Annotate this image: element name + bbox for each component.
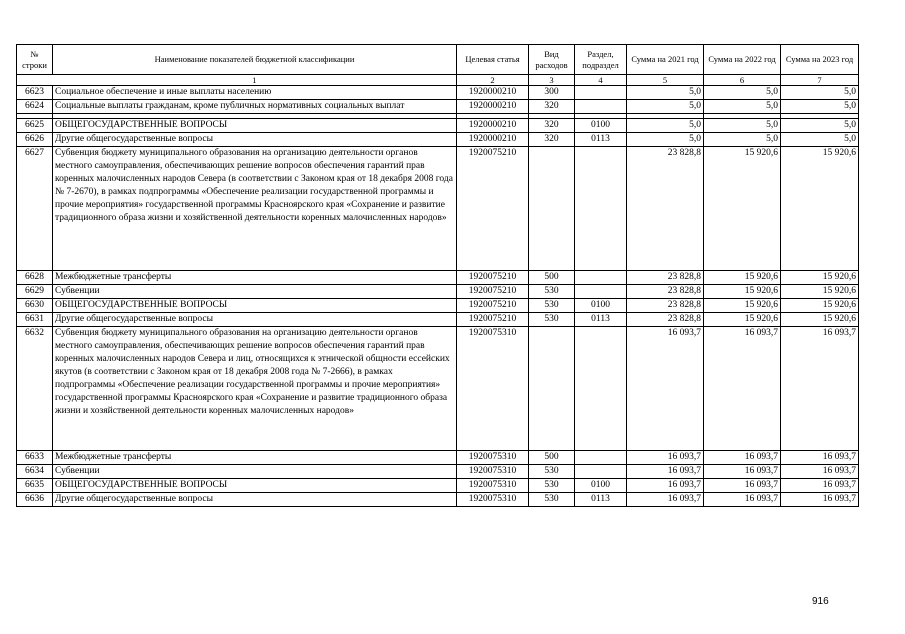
table-header-row: [17, 45, 859, 75]
row-expense-type: 530: [529, 285, 575, 299]
header-section: Раздел, подраздел: [575, 45, 627, 75]
col-number: 7: [781, 75, 859, 86]
row-sum-2022: 5,0: [704, 100, 781, 114]
row-sum-2021: 23 828,8: [627, 271, 704, 285]
row-section: 0100: [575, 479, 627, 493]
table-row: [17, 465, 859, 479]
row-number: 6634: [17, 465, 53, 479]
row-expense-type: 530: [529, 493, 575, 507]
row-sum-2021: 23 828,8: [627, 285, 704, 299]
row-name: ОБЩЕГОСУДАРСТВЕННЫЕ ВОПРОСЫ: [53, 479, 457, 493]
row-sum-2021: 23 828,8: [627, 313, 704, 327]
header-expense-type: Вид расходов: [529, 45, 575, 75]
row-sum-2022: 15 920,6: [704, 285, 781, 299]
row-sum-2021: 16 093,7: [627, 451, 704, 465]
row-section: 0113: [575, 133, 627, 147]
row-number: 6628: [17, 271, 53, 285]
row-sum-2023: 16 093,7: [781, 493, 859, 507]
row-sum-2021: 16 093,7: [627, 327, 704, 451]
row-sum-2022: 5,0: [704, 133, 781, 147]
row-sum-2023: 5,0: [781, 86, 859, 100]
row-number: 6624: [17, 100, 53, 114]
row-target: 1920075210: [457, 299, 529, 313]
row-number: 6633: [17, 451, 53, 465]
header-name: Наименование показателей бюджетной классификации: [53, 45, 457, 75]
row-target: 1920000210: [457, 86, 529, 100]
table-row: [17, 133, 859, 147]
row-number: 6635: [17, 479, 53, 493]
col-number: 2: [457, 75, 529, 86]
row-sum-2021: 5,0: [627, 100, 704, 114]
table-row: [17, 285, 859, 299]
table-row: [17, 313, 859, 327]
row-sum-2021: 16 093,7: [627, 465, 704, 479]
row-expense-type: [529, 327, 575, 451]
row-expense-type: 320: [529, 119, 575, 133]
row-number: 6627: [17, 147, 53, 271]
row-expense-type: 530: [529, 465, 575, 479]
row-sum-2022: 15 920,6: [704, 147, 781, 271]
row-section: [575, 100, 627, 114]
row-sum-2023: 16 093,7: [781, 479, 859, 493]
row-target: 1920075210: [457, 271, 529, 285]
row-section: [575, 451, 627, 465]
row-number: 6623: [17, 86, 53, 100]
budget-table: [16, 44, 859, 507]
row-expense-type: [529, 147, 575, 271]
row-sum-2022: 15 920,6: [704, 313, 781, 327]
table-row: [17, 327, 859, 451]
row-name: Межбюджетные трансферты: [53, 451, 457, 465]
row-sum-2023: 15 920,6: [781, 285, 859, 299]
row-name: Субвенции: [53, 285, 457, 299]
row-target: 1920000210: [457, 100, 529, 114]
row-section: 0100: [575, 119, 627, 133]
row-sum-2023: 16 093,7: [781, 327, 859, 451]
row-sum-2021: 5,0: [627, 119, 704, 133]
row-section: [575, 147, 627, 271]
table-row: [17, 299, 859, 313]
row-sum-2023: 15 920,6: [781, 147, 859, 271]
row-name: Межбюджетные трансферты: [53, 271, 457, 285]
col-number: 1: [53, 75, 457, 86]
row-sum-2021: 16 093,7: [627, 493, 704, 507]
row-sum-2023: 15 920,6: [781, 271, 859, 285]
table-row: [17, 100, 859, 114]
row-target: 1920075210: [457, 313, 529, 327]
row-section: 0113: [575, 493, 627, 507]
row-name: Субвенции: [53, 465, 457, 479]
row-sum-2021: 5,0: [627, 133, 704, 147]
row-sum-2022: 16 093,7: [704, 327, 781, 451]
row-target: 1920000210: [457, 119, 529, 133]
row-name: Другие общегосударственные вопросы: [53, 313, 457, 327]
row-sum-2021: 5,0: [627, 86, 704, 100]
row-sum-2023: 5,0: [781, 100, 859, 114]
row-expense-type: 530: [529, 313, 575, 327]
row-sum-2023: 16 093,7: [781, 465, 859, 479]
row-sum-2022: 16 093,7: [704, 493, 781, 507]
row-expense-type: 320: [529, 100, 575, 114]
col-number: 6: [704, 75, 781, 86]
row-target: 1920075210: [457, 147, 529, 271]
row-sum-2022: 15 920,6: [704, 299, 781, 313]
row-name: Другие общегосударственные вопросы: [53, 493, 457, 507]
row-number: 6629: [17, 285, 53, 299]
table-row: [17, 271, 859, 285]
row-sum-2023: 15 920,6: [781, 299, 859, 313]
row-name: ОБЩЕГОСУДАРСТВЕННЫЕ ВОПРОСЫ: [53, 299, 457, 313]
row-sum-2022: 15 920,6: [704, 271, 781, 285]
row-section: 0113: [575, 313, 627, 327]
table-row: [17, 493, 859, 507]
row-target: 1920075310: [457, 479, 529, 493]
row-expense-type: 530: [529, 299, 575, 313]
row-number: 6625: [17, 119, 53, 133]
row-section: [575, 327, 627, 451]
row-expense-type: 530: [529, 479, 575, 493]
row-number: 6631: [17, 313, 53, 327]
row-target: 1920075310: [457, 493, 529, 507]
row-sum-2021: 16 093,7: [627, 479, 704, 493]
header-sum-2021: Сумма на 2021 год: [627, 45, 704, 75]
row-sum-2023: 5,0: [781, 133, 859, 147]
row-target: 1920075310: [457, 327, 529, 451]
row-section: [575, 86, 627, 100]
row-number: 6630: [17, 299, 53, 313]
row-number: 6636: [17, 493, 53, 507]
table-row: [17, 119, 859, 133]
row-section: [575, 271, 627, 285]
table-body: [17, 86, 859, 507]
row-expense-type: 500: [529, 271, 575, 285]
col-number: 5: [627, 75, 704, 86]
table-row: [17, 86, 859, 100]
row-target: 1920075310: [457, 465, 529, 479]
row-section: [575, 285, 627, 299]
header-row-no: № строки: [17, 45, 53, 75]
row-name: Субвенция бюджету муниципального образования на организацию деятельности органов местного самоуправления, обеспечивающих решение вопросов обеспечения гарантий прав коренных малочисленных народов Севера и лиц, относящихся к этнической общности ессейских якутов (в соответствии с Законом края от 18 декабря 2008 года № 7-2666), в рамках подпрограммы «Обеспечение реализации государственной программы и прочие мероприятия» государственной программы Красноярского края «Сохранение и развитие традиционного образа жизни и хозяйственной деятельности коренных малочисленных народов»: [53, 327, 457, 451]
row-expense-type: 300: [529, 86, 575, 100]
row-sum-2022: 5,0: [704, 119, 781, 133]
row-name: Социальные выплаты гражданам, кроме публичных нормативных социальных выплат: [53, 100, 457, 114]
page-number: 916: [812, 596, 829, 607]
col-number: 3: [529, 75, 575, 86]
row-name: Социальное обеспечение и иные выплаты населению: [53, 86, 457, 100]
table-row: [17, 147, 859, 271]
row-number: 6632: [17, 327, 53, 451]
row-number: 6626: [17, 133, 53, 147]
row-target: 1920075210: [457, 285, 529, 299]
row-expense-type: 320: [529, 133, 575, 147]
row-sum-2022: 5,0: [704, 86, 781, 100]
header-target: Целевая статья: [457, 45, 529, 75]
row-sum-2022: 16 093,7: [704, 465, 781, 479]
row-expense-type: 500: [529, 451, 575, 465]
row-target: 1920000210: [457, 133, 529, 147]
row-sum-2022: 16 093,7: [704, 479, 781, 493]
row-sum-2021: 23 828,8: [627, 147, 704, 271]
row-sum-2021: 23 828,8: [627, 299, 704, 313]
column-number-row: [17, 75, 859, 86]
row-name: Субвенция бюджету муниципального образования на организацию деятельности органов местного самоуправления, обеспечивающих решение вопросов обеспечения гарантий прав коренных малочисленных народов Севера (в соответствии с Законом края от 18 декабря 2008 года № 7-2670), в рамках подпрограммы «Обеспечение реализации государственной программы и прочие мероприятия» государственной программы Красноярского края «Сохранение и развитие традиционного образа жизни и хозяйственной деятельности коренных малочисленных народов»: [53, 147, 457, 271]
header-sum-2022: Сумма на 2022 год: [704, 45, 781, 75]
row-sum-2023: 5,0: [781, 119, 859, 133]
row-section: 0100: [575, 299, 627, 313]
row-sum-2023: 15 920,6: [781, 313, 859, 327]
row-sum-2023: 16 093,7: [781, 451, 859, 465]
table-row: [17, 451, 859, 465]
row-section: [575, 465, 627, 479]
row-name: ОБЩЕГОСУДАРСТВЕННЫЕ ВОПРОСЫ: [53, 119, 457, 133]
row-sum-2022: 16 093,7: [704, 451, 781, 465]
table-row: [17, 479, 859, 493]
row-target: 1920075310: [457, 451, 529, 465]
header-sum-2023: Сумма на 2023 год: [781, 45, 859, 75]
row-name: Другие общегосударственные вопросы: [53, 133, 457, 147]
col-number: 4: [575, 75, 627, 86]
